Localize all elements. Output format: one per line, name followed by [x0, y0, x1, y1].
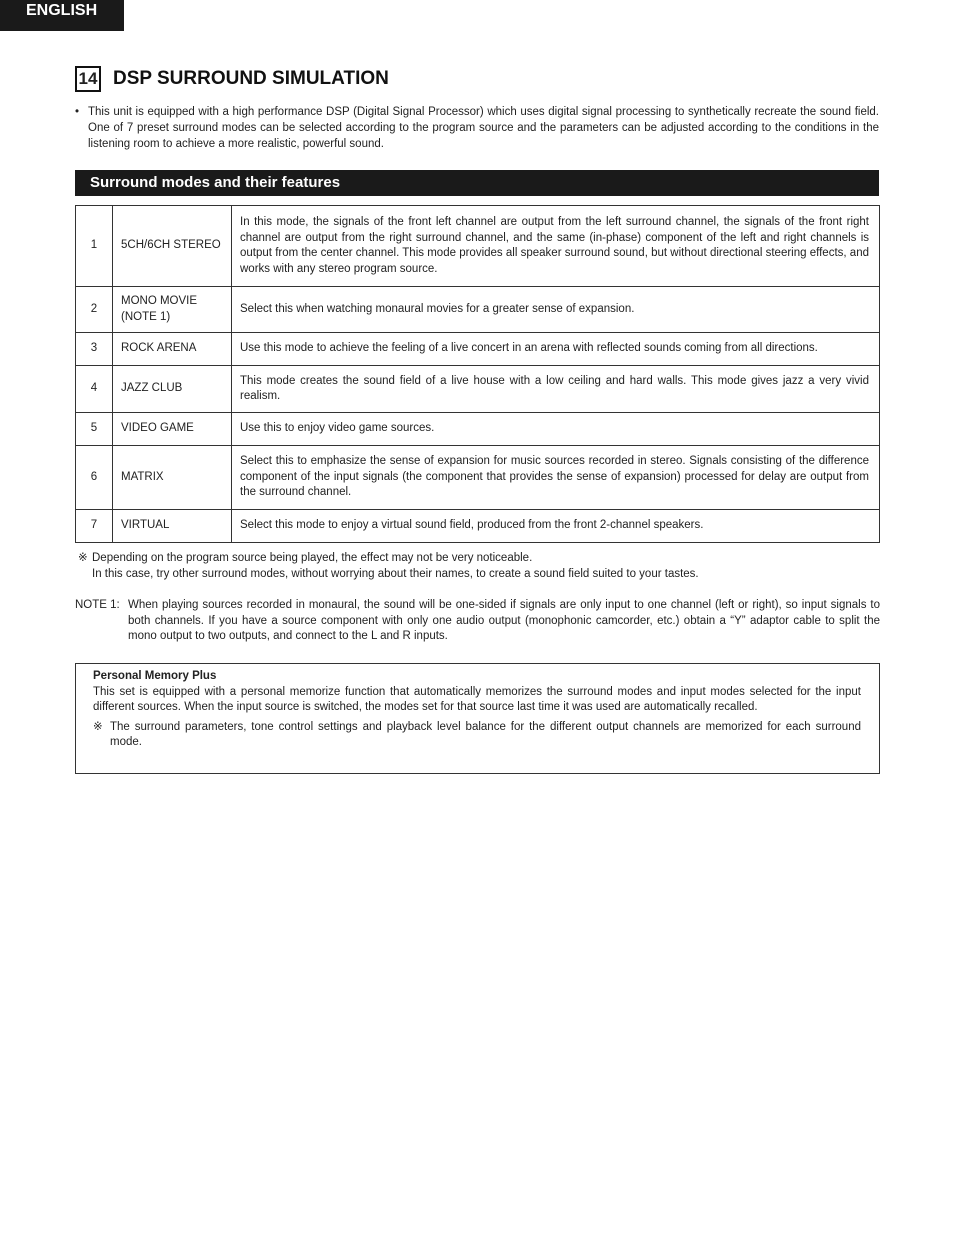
mode-number: 1: [76, 206, 113, 287]
table-row: [76, 206, 880, 287]
mode-description: Use this mode to achieve the feeling of a live concert in an arena with reflected sounds coming from all directions.: [232, 333, 880, 366]
mode-name: ROCK ARENA: [113, 333, 232, 366]
section-title: DSP SURROUND SIMULATION: [113, 68, 389, 89]
mode-description: In this mode, the signals of the front left channel are output from the left surround channel, the signals of the front right channel are output from the right surround channel, and the same (in-phase) component of the left and right channels is output from the center channel. This mode provides all speaker surround sound, but without directional steering effects, and works with any stereo program source.: [232, 206, 880, 287]
mode-name: VIDEO GAME: [113, 413, 232, 446]
reference-mark-icon: ※: [93, 720, 103, 733]
mode-name: VIRTUAL: [113, 510, 232, 543]
intro-text: This unit is equipped with a high performance DSP (Digital Signal Processor) which uses digital signal processing to synthetically recreate the sound field. One of 7 preset surround modes can be selected according to the program source and the parameters can be adjusted according to the conditions in the listening room to achieve a more realistic, powerful sound.: [88, 106, 879, 150]
table-row: [76, 510, 880, 543]
mode-description: Select this when watching monaural movies for a greater sense of expansion.: [232, 287, 880, 333]
table-row: [76, 366, 880, 413]
mode-name: 5CH/6CH STEREO: [113, 206, 232, 287]
mode-number: 3: [76, 333, 113, 366]
mode-description: Use this to enjoy video game sources.: [232, 413, 880, 446]
table-row: [76, 333, 880, 366]
memory-body: This set is equipped with a personal memorize function that automatically memorizes the surround modes and input modes selected for the input different sources. When the input source is switched, the modes set for that source last time it was used are automatically recalled.: [93, 685, 861, 713]
reference-mark-icon: ※: [78, 552, 88, 564]
mode-number: 2: [76, 287, 113, 333]
note-label: NOTE 1:: [75, 599, 120, 611]
mode-name: JAZZ CLUB: [113, 366, 232, 413]
note-1: [75, 598, 880, 645]
mode-name: MONO MOVIE (NOTE 1): [113, 287, 232, 333]
language-tab: [0, 0, 124, 31]
mode-number: 7: [76, 510, 113, 543]
mode-description: Select this mode to enjoy a virtual sound field, produced from the front 2-channel speakers.: [232, 510, 880, 543]
effect-footnote: [78, 551, 878, 582]
mode-number: 6: [76, 446, 113, 510]
section-number: 14: [75, 66, 101, 92]
mode-description: Select this to emphasize the sense of expansion for music sources recorded in stereo. Signals consisting of the difference component of the input signals (the component that provides the sense of expansion) processed for delay are output from the surround channel.: [232, 446, 880, 510]
intro-paragraph: [75, 104, 879, 152]
table-row: [76, 413, 880, 446]
mode-description: This mode creates the sound field of a live house with a low ceiling and hard walls. This mode gives jazz a very vivid realism.: [232, 366, 880, 413]
table-row: [76, 287, 880, 333]
section-heading: [75, 66, 389, 92]
mode-name: MATRIX: [113, 446, 232, 510]
personal-memory-box: [75, 663, 880, 774]
mode-number: 4: [76, 366, 113, 413]
footnote-line-2: In this case, try other surround modes, without worrying about their names, to create a sound field suited to your tastes.: [92, 567, 699, 580]
modes-heading: Surround modes and their features: [90, 174, 341, 191]
footnote-line-1: Depending on the program source being played, the effect may not be very noticeable.: [92, 552, 533, 564]
memory-note: [93, 720, 861, 751]
surround-modes-table: [75, 205, 880, 543]
mode-number: 5: [76, 413, 113, 446]
note-text: When playing sources recorded in monaural, the sound will be one-sided if signals are only input to one channel (left or right), so input signals to both channels. If you have a source component with only one audio output (monophonic camcorder, etc.) obtain a “Y” adaptor cable to split the mono output to two outputs, and connect to the L and R inputs.: [128, 599, 880, 642]
modes-heading-bar: [75, 170, 879, 196]
memory-title: Personal Memory Plus: [93, 670, 217, 682]
language-label: ENGLISH: [26, 2, 98, 19]
memory-note-text: The surround parameters, tone control settings and playback level balance for the different output channels are memorized for each surround mode.: [110, 720, 861, 748]
bullet-icon: •: [75, 106, 80, 118]
table-row: [76, 446, 880, 510]
